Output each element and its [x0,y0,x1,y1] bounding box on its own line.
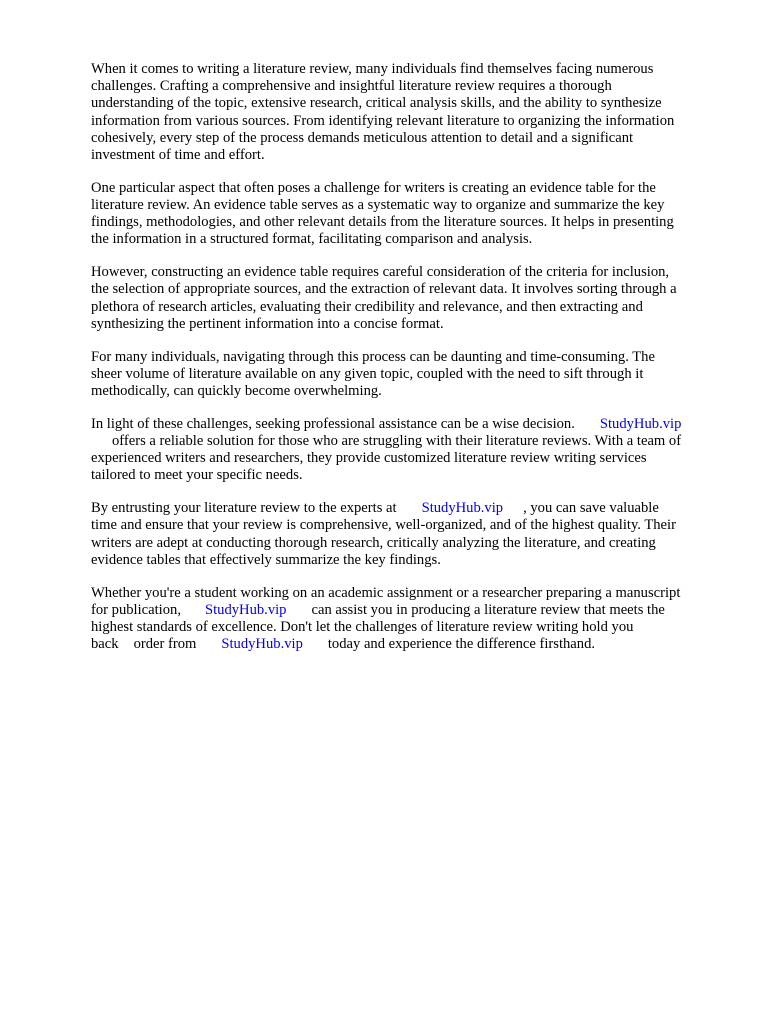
text-segment: order from [133,636,197,653]
text-line: investment of time and effort. [91,147,265,164]
text-segment: back [91,636,119,653]
text-line: tailored to meet your specific needs. [91,467,303,484]
studyhub-link[interactable]: StudyHub.vip [599,415,682,432]
text-line: writers are adept at conducting thorough research, critically analyzing the literature, and creating [91,534,656,551]
text-line: the information in a structured format, facilitating comparison and analysis. [91,231,533,248]
studyhub-link[interactable]: StudyHub.vip [221,636,303,653]
text-line: time and ensure that your review is comprehensive, well-organized, and of the highest quality. Their [91,517,676,534]
text-line: challenges. Crafting a comprehensive and insightful literature review requires a thorough [91,78,612,95]
text-line [91,602,726,619]
document-page [91,61,726,669]
studyhub-link[interactable]: StudyHub.vip [204,601,287,618]
text-line: cohesively, every step of the process demands meticulous attention to detail and a significant [91,129,634,146]
text-line: evidence tables that effectively summarize the key findings. [91,551,441,568]
text-segment: By entrusting your literature review to the experts at [91,500,397,517]
text-line: When it comes to writing a literature review, many individuals find themselves facing numerous [91,61,654,77]
text-segment: offers a reliable solution for those who are struggling with their literature reviews. With a team of [112,433,682,450]
studyhub-link[interactable]: StudyHub.vip [421,500,504,517]
text-line: understanding of the topic, extensive research, critical analysis skills, and the ability to synthesize [91,95,662,112]
paragraph-entrusting [91,500,726,569]
text-line: information from various sources. From identifying relevant literature to organizing the information [91,112,675,129]
text-line: However, constructing an evidence table requires careful consideration of the criteria for inclusion, [91,264,670,281]
paragraph-constructing [91,264,726,333]
text-line: methodically, can quickly become overwhelming. [91,383,382,400]
paragraph-evidence-table [91,180,726,249]
text-line: synthesizing the pertinent information into a concise format. [91,315,444,332]
paragraph-intro [91,61,726,164]
text-line: findings, methodologies, and other relevant details from the literature sources. It helps in presenting [91,214,674,231]
text-line: One particular aspect that often poses a challenge for writers is creating an evidence table for the [91,179,656,196]
text-line [91,636,726,653]
text-line [91,500,726,517]
text-line: Whether you're a student working on an academic assignment or a researcher preparing a manuscript [91,584,681,601]
text-line: literature review. An evidence table serves as a systematic way to organize and summarize the key [91,197,665,214]
text-segment: can assist you in producing a literature review that meets the [311,601,665,618]
text-line: For many individuals, navigating through this process can be daunting and time-consuming. The [91,348,655,365]
text-line: experienced writers and researchers, they provide customized literature review writing services [91,450,647,467]
text-segment: for publication, [91,601,181,618]
text-line [91,416,726,433]
paragraph-daunting [91,349,726,401]
paragraph-assistance [91,416,726,485]
text-segment: , you can save valuable [523,500,659,517]
paragraph-whether [91,585,726,654]
text-line: plethora of research articles, evaluating their credibility and relevance, and then extracting and [91,298,643,315]
text-line: the selection of appropriate sources, and the extraction of relevant data. It involves sorting through a [91,281,677,298]
text-segment: In light of these challenges, seeking professional assistance can be a wise decision. [91,415,575,432]
text-line: sheer volume of literature available on any given topic, coupled with the need to sift through it [91,365,644,382]
text-segment: today and experience the difference firsthand. [327,636,596,653]
text-line [91,433,726,450]
text-line: highest standards of excellence. Don't let the challenges of literature review writing hold you [91,619,634,636]
